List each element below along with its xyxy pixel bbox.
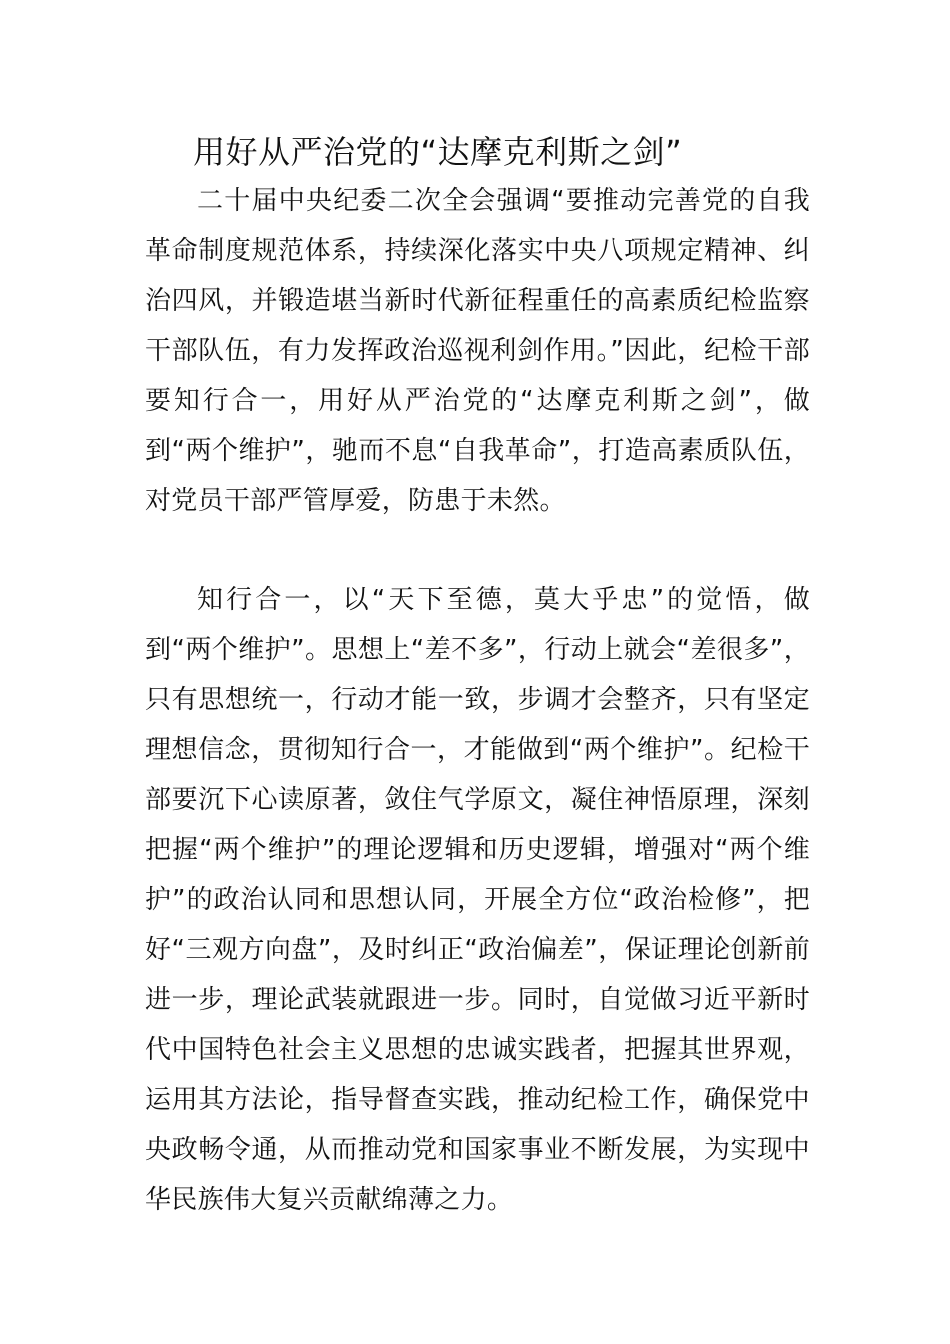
document-title: 用好从严治党的“达摩克利斯之剑” xyxy=(193,133,683,171)
paragraph-1: 二十届中央纪委二次全会强调“要推动完善党的自我革命制度规范体系，持续深化落实中央八项规定精神、纠治四风，并锻造堪当新时代新征程重任的高素质纪检监察干部队伍，有力发挥政治巡视利剑作用。”因此，纪检干部要知行合一，用好从严治党的“达摩克利斯之剑”，做到“两个维护”，驰而不息“自我革命”，打造高素质队伍，对党员干部严管厚爱，防患于未然。 xyxy=(145,186,810,516)
paragraph-2: 知行合一，以“天下至德，莫大乎忠”的觉悟，做到“两个维护”。思想上“差不多”，行动上就会“差很多”，只有思想统一，行动才能一致，步调才会整齐，只有坚定理想信念，贯彻知行合一，才能做到“两个维护”。纪检干部要沉下心读原著，敛住气学原文，凝住神悟原理，深刻把握“两个维护”的理论逻辑和历史逻辑，增强对“两个维护”的政治认同和思想认同，开展全方位“政治检修”，把好“三观方向盘”，及时纠正“政治偏差”，保证理论创新前进一步，理论武装就跟进一步。同时，自觉做习近平新时代中国特色社会主义思想的忠诚实践者，把握其世界观，运用其方法论，指导督查实践，推动纪检工作，确保党中央政畅令通，从而推动党和国家事业不断发展，为实现中华民族伟大复兴贡献绵薄之力。 xyxy=(145,585,810,1215)
